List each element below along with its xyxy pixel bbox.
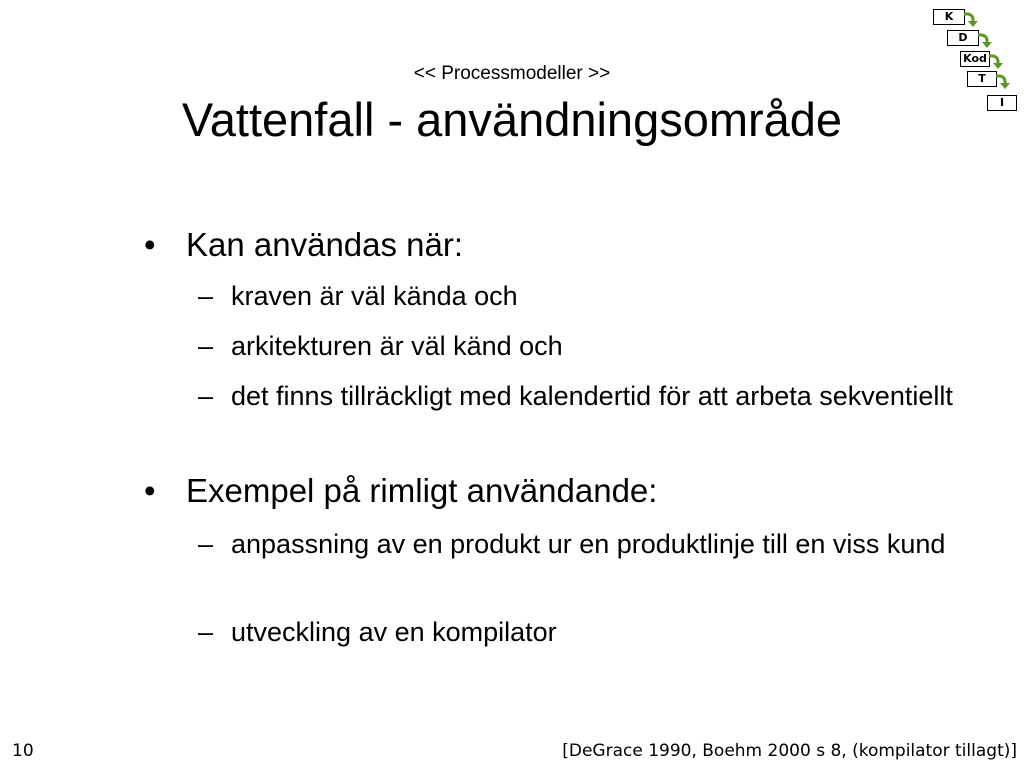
page-number: 10 [12, 741, 34, 761]
curved-arrow-down-icon [988, 52, 1004, 70]
sub-bullet-text: utveckling av en kompilator [231, 617, 557, 647]
curved-arrow-down-icon [995, 72, 1011, 90]
process-stair-icon [925, 5, 1020, 115]
process-step-box: K [933, 9, 965, 25]
curved-arrow-down-icon [963, 10, 979, 28]
process-step-box: I [987, 95, 1017, 111]
source-reference: [DeGrace 1990, Boehm 2000 s 8, (kompilator tillagt)] [562, 741, 1017, 761]
slide-subtitle: << Processmodeller >> [413, 63, 611, 84]
dash-marker: – [198, 281, 214, 311]
dash-marker: – [198, 529, 214, 559]
sub-bullet-text: det finns tillräckligt med kalendertid för att arbeta sekventiellt [231, 381, 953, 411]
dash-marker: – [198, 381, 214, 411]
slide-title: Vattenfall - användningsområde [181, 93, 843, 146]
sub-bullet-text: arkitekturen är väl känd och [231, 331, 563, 361]
process-step-box: Kod [960, 51, 990, 67]
sub-bullet-text: anpassning av en produkt ur en produktlinje till en viss kund [231, 529, 946, 559]
bullet-text: Kan användas när: [186, 226, 464, 263]
bullet-text: Exempel på rimligt användande: [186, 472, 658, 509]
process-step-box: T [967, 71, 997, 87]
curved-arrow-down-icon [977, 31, 993, 49]
dash-marker: – [198, 617, 214, 647]
bullet-marker: • [144, 472, 156, 509]
bullet-marker: • [144, 226, 156, 263]
dash-marker: – [198, 331, 214, 361]
sub-bullet-text: kraven är väl kända och [231, 281, 518, 311]
process-step-box: D [947, 30, 979, 46]
